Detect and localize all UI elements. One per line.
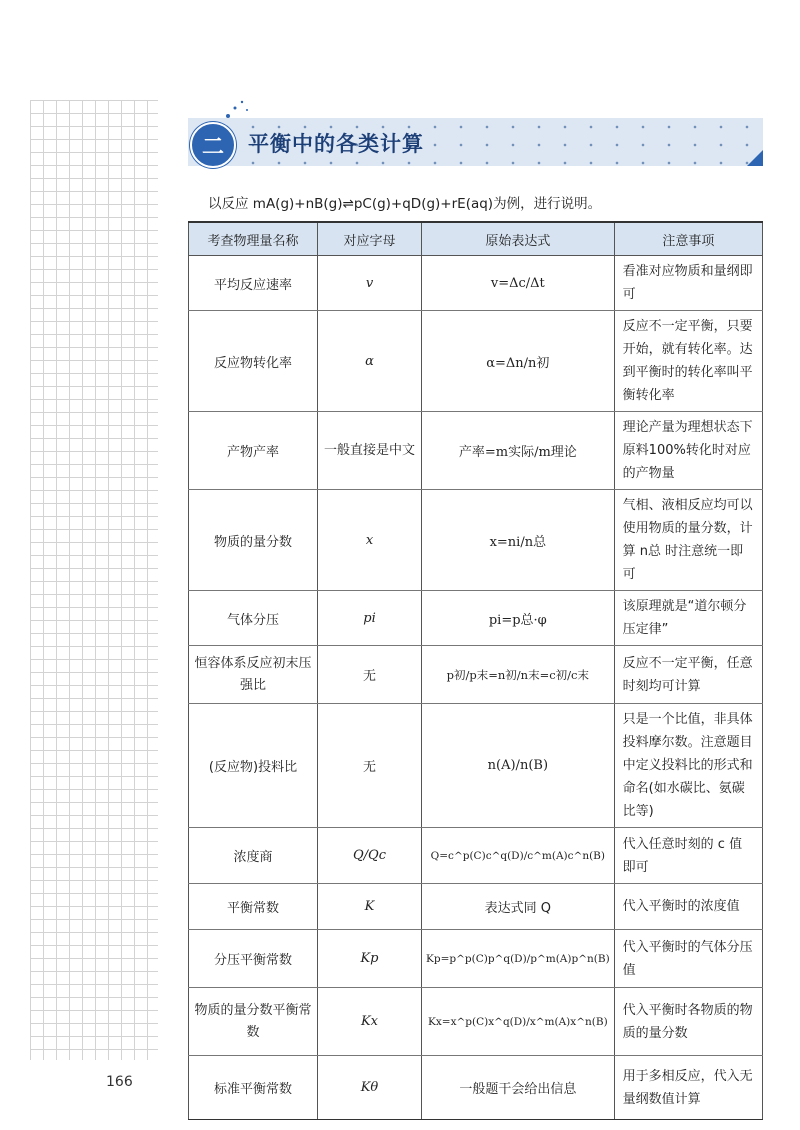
row-note: 只是一个比值，非具体投料摩尔数。注意题目中定义投料比的形式和命名(如水碳比、氨碳比等) <box>614 704 762 828</box>
row-formula: p初/p末=n初/n末=c初/c末 <box>422 646 615 704</box>
header-symbol: 对应字母 <box>318 222 422 256</box>
row-formula: x=ni/n总 <box>422 490 615 591</box>
row-formula: Kp=p^p(C)p^q(D)/p^m(A)p^n(B) <box>422 930 615 988</box>
row-name: 恒容体系反应初末压强比 <box>189 646 318 704</box>
table-row <box>189 1056 763 1120</box>
row-note: 气相、液相反应均可以使用物质的量分数，计算 n总 时注意统一即可 <box>614 490 762 591</box>
row-formula: pi=p总·φ <box>422 591 615 646</box>
row-name: 物质的量分数 <box>189 490 318 591</box>
table-row <box>189 311 763 412</box>
row-name: (反应物)投料比 <box>189 704 318 828</box>
row-formula: 表达式同 Q <box>422 884 615 930</box>
row-symbol: 无 <box>318 704 422 828</box>
row-note: 代入平衡时的浓度值 <box>614 884 762 930</box>
row-name: 产物产率 <box>189 412 318 490</box>
row-formula: 一般题干会给出信息 <box>422 1056 615 1120</box>
header-notes: 注意事项 <box>614 222 762 256</box>
table-row <box>189 490 763 591</box>
row-symbol: K <box>318 884 422 930</box>
flask-icon <box>222 98 252 122</box>
header-quantity: 考查物理量名称 <box>189 222 318 256</box>
row-symbol: Kp <box>318 930 422 988</box>
page-number: 166 <box>106 1074 133 1090</box>
table-row <box>189 591 763 646</box>
row-symbol: Kθ <box>318 1056 422 1120</box>
row-note: 代入平衡时的气体分压值 <box>614 930 762 988</box>
table-row <box>189 256 763 311</box>
row-formula: Kx=x^p(C)x^q(D)/x^m(A)x^n(B) <box>422 988 615 1056</box>
table-row <box>189 704 763 828</box>
row-symbol: 一般直接是中文 <box>318 412 422 490</box>
row-formula: 产率=m实际/m理论 <box>422 412 615 490</box>
row-note: 代入任意时刻的 c 值即可 <box>614 828 762 884</box>
row-note: 理论产量为理想状态下原料100%转化时对应的产物量 <box>614 412 762 490</box>
table-row <box>189 828 763 884</box>
row-symbol: x <box>318 490 422 591</box>
row-formula: n(A)/n(B) <box>422 704 615 828</box>
table-row <box>189 988 763 1056</box>
table-row <box>189 646 763 704</box>
section-number-badge: 二 <box>190 122 236 168</box>
table-row <box>189 412 763 490</box>
row-symbol: 无 <box>318 646 422 704</box>
table-header-row <box>189 222 763 256</box>
row-symbol: Q/Qc <box>318 828 422 884</box>
row-note: 用于多相反应，代入无量纲数值计算 <box>614 1056 762 1120</box>
row-formula: Q=c^p(C)c^q(D)/c^m(A)c^n(B) <box>422 828 615 884</box>
row-note: 该原理就是“道尔顿分压定律” <box>614 591 762 646</box>
row-note: 反应不一定平衡，任意时刻均可计算 <box>614 646 762 704</box>
row-note: 反应不一定平衡，只要开始，就有转化率。达到平衡时的转化率叫平衡转化率 <box>614 311 762 412</box>
row-name: 反应物转化率 <box>189 311 318 412</box>
row-symbol: v <box>318 256 422 311</box>
row-name: 气体分压 <box>189 591 318 646</box>
header-formula: 原始表达式 <box>422 222 615 256</box>
row-note: 代入平衡时各物质的物质的量分数 <box>614 988 762 1056</box>
row-symbol: pi <box>318 591 422 646</box>
intro-text: 以反应 mA(g)+nB(g)⇌pC(g)+qD(g)+rE(aq)为例，进行说明。 <box>208 196 602 212</box>
table-row <box>189 930 763 988</box>
section-title: 平衡中的各类计算 <box>248 132 424 156</box>
row-formula: α=Δn/n初 <box>422 311 615 412</box>
grid-margin <box>30 100 158 1060</box>
banner-corner <box>747 150 763 166</box>
row-symbol: Kx <box>318 988 422 1056</box>
row-name: 标准平衡常数 <box>189 1056 318 1120</box>
row-formula: v=Δc/Δt <box>422 256 615 311</box>
row-name: 平衡常数 <box>189 884 318 930</box>
row-name: 物质的量分数平衡常数 <box>189 988 318 1056</box>
row-note: 看准对应物质和量纲即可 <box>614 256 762 311</box>
table-row <box>189 884 763 930</box>
row-name: 平均反应速率 <box>189 256 318 311</box>
calculation-table <box>188 221 763 1120</box>
row-name: 分压平衡常数 <box>189 930 318 988</box>
row-symbol: α <box>318 311 422 412</box>
row-name: 浓度商 <box>189 828 318 884</box>
